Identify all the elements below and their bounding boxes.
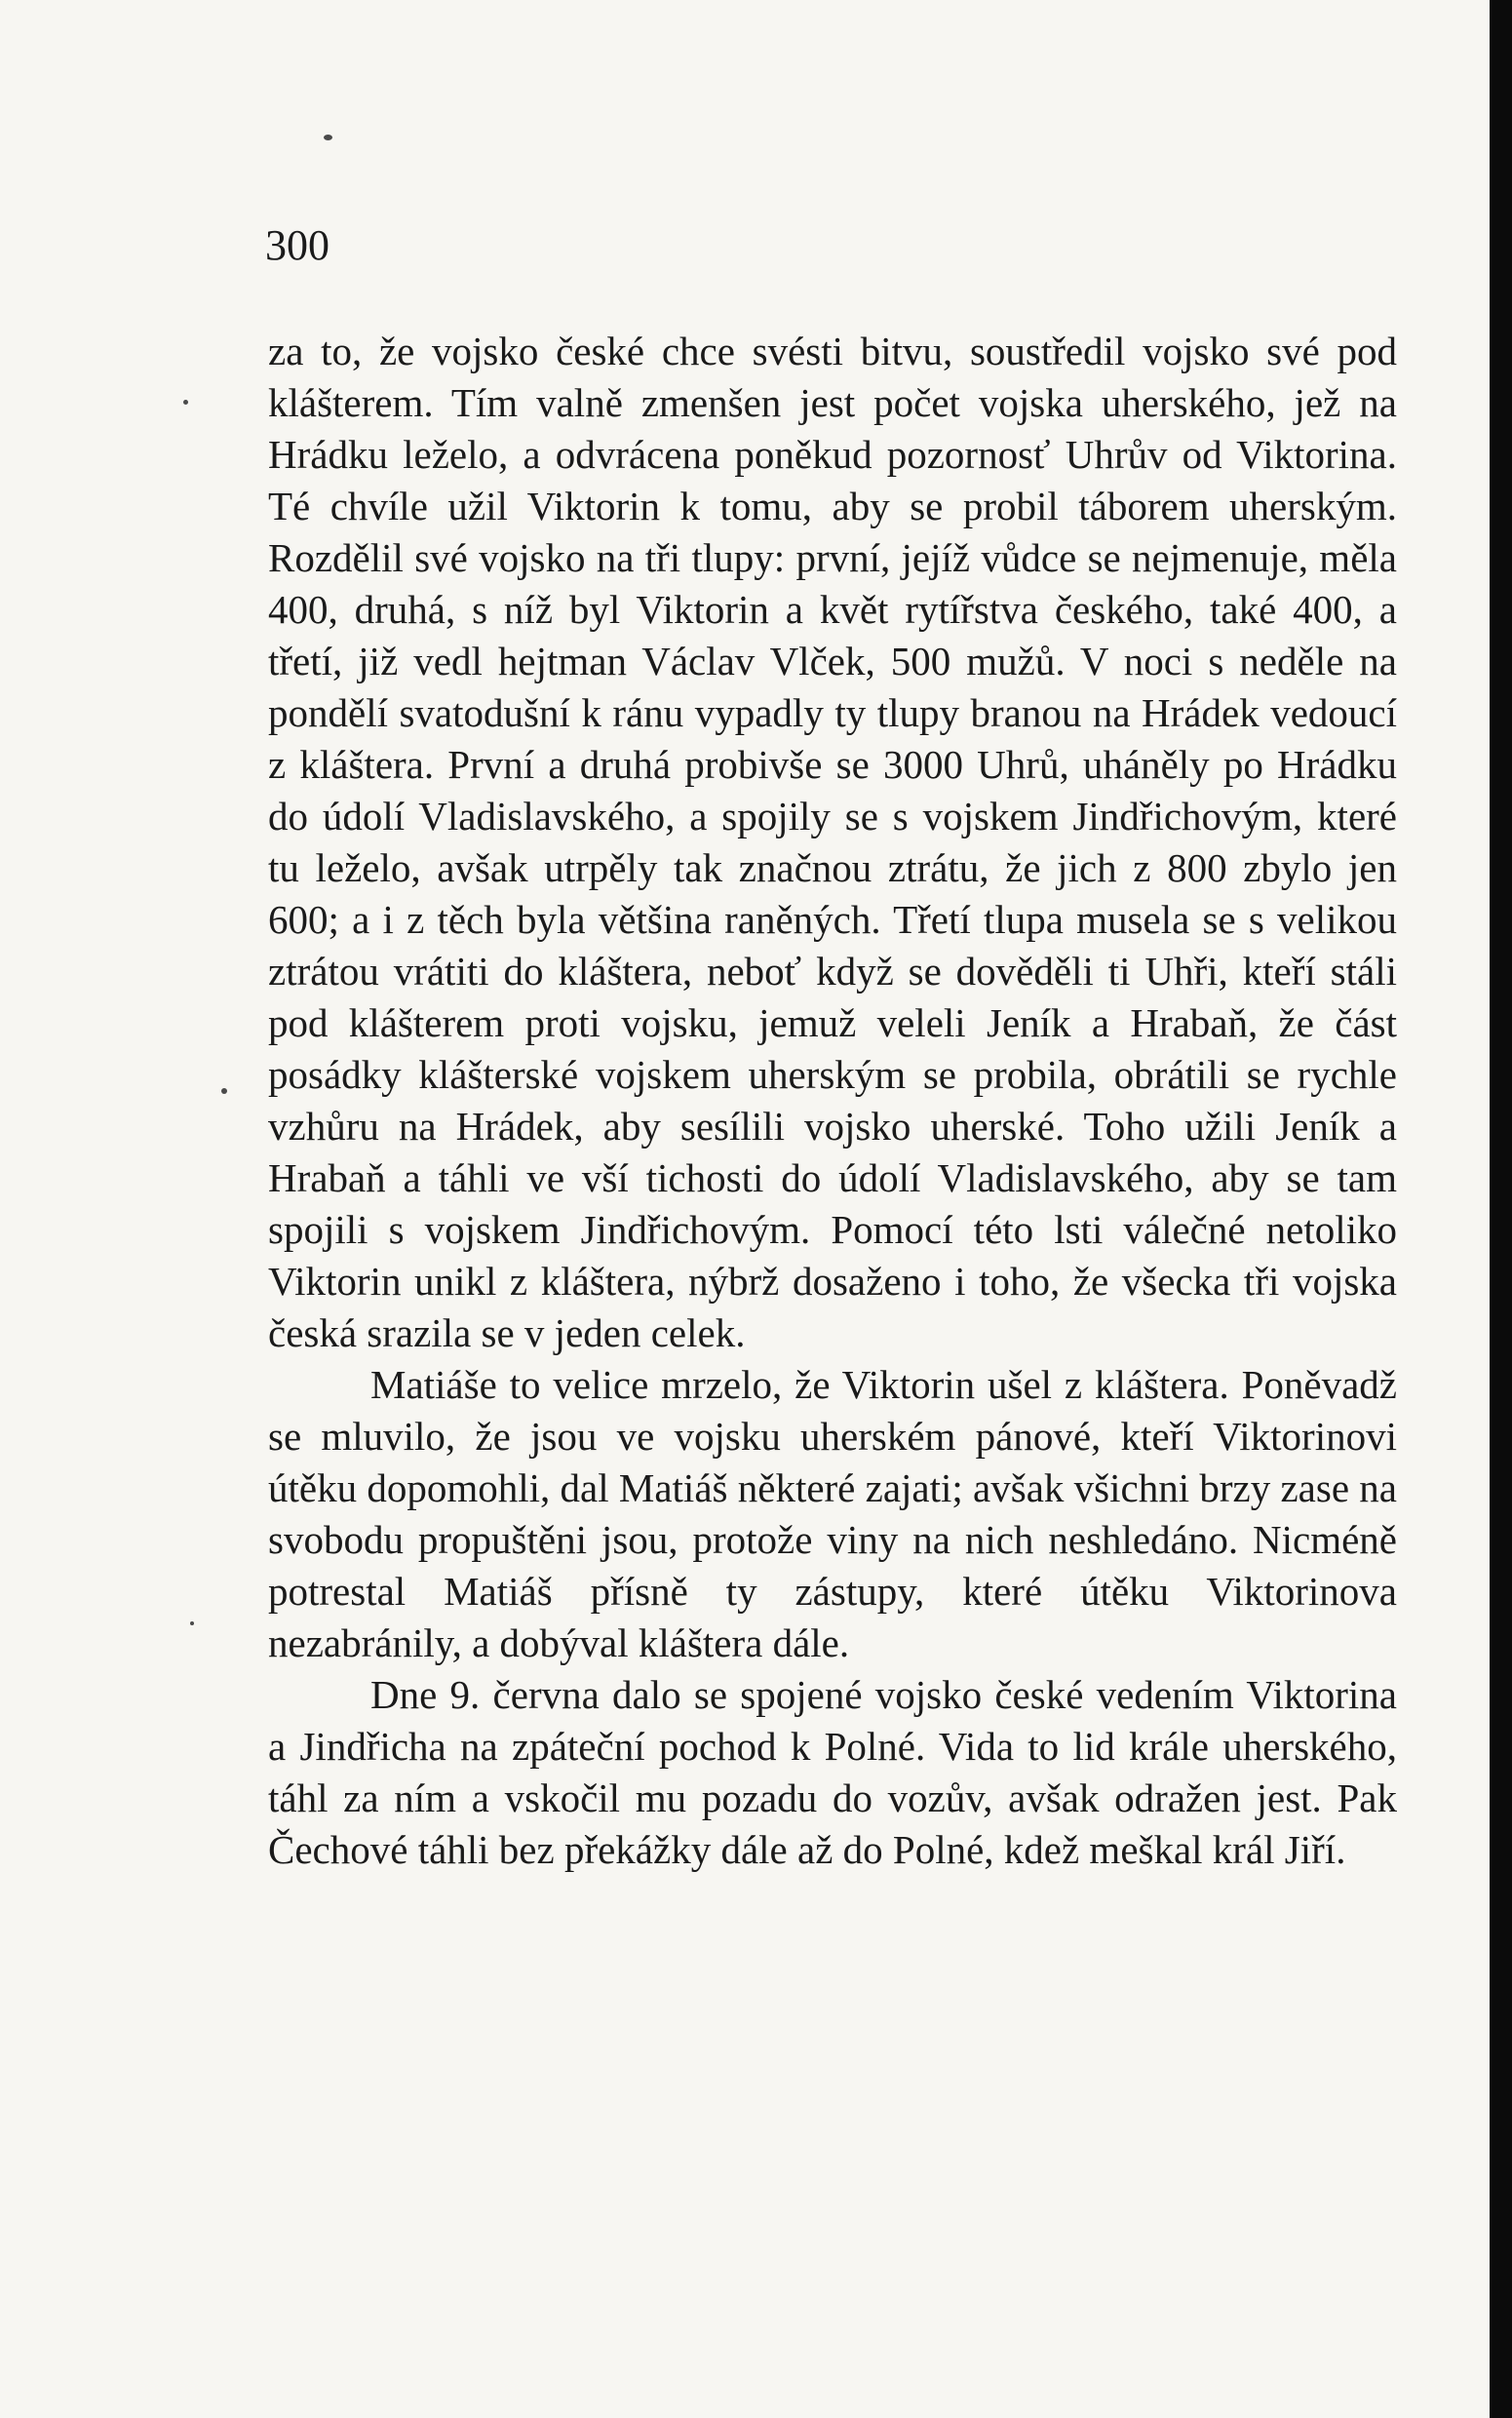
ink-speck [190, 1621, 194, 1625]
ink-speck [221, 1088, 227, 1094]
ink-speck [183, 400, 188, 405]
body-text [268, 326, 1397, 1876]
scan-edge [1490, 0, 1512, 2418]
paragraph: Matiáše to velice mrzelo, že Viktorin ušel z kláštera. Poněvadž se mluvilo, že jsou ve vojsku uherském pánové, kteří Viktorinovi útěku dopomohli, dal Matiáš některé zajati; avšak všichni brzy zase na svobodu propuštěni jsou, protože viny na nich neshledáno. Nicméně potrestal Matiáš přísně ty zástupy, které útěku Viktorinova nezabránily, a dobýval kláštera dále. [268, 1362, 1397, 1665]
ink-speck [324, 135, 332, 140]
page-number: 300 [265, 221, 330, 269]
paragraph: za to, že vojsko české chce svésti bitvu, soustředil vojsko své pod klášterem. Tím valně zmenšen jest počet vojska uherského, jež na Hrádku leželo, a odvrácena poněkud pozornosť Uhrův od Viktorina. Té chvíle užil Viktorin k tomu, aby se probil táborem uherským. Rozdělil své vojsko na tři tlupy: první, jejíž vůdce se nejmenuje, měla 400, druhá, s níž byl Viktorin a květ rytířstva českého, také 400, a třetí, již vedl hejtman Václav Vlček, 500 mužů. V noci s neděle na pondělí svatodušní k ránu vypadly ty tlupy branou na Hrádek vedoucí z kláštera. První a druhá probivše se 3000 Uhrů, uháněly po Hrádku do údolí Vladislavského, a spojily se s vojskem Jindřichovým, které tu leželo, avšak utrpěly tak značnou ztrátu, že jich z 800 zbylo jen 600; a i z těch byla většina raněných. Třetí tlupa musela se s velikou ztrátou vrátiti do kláštera, neboť když se dověděli ti Uhři, kteří stáli pod klášterem proti vojsku, jemuž veleli Jeník a Hrabaň, že část posádky klášterské vojskem uherským se probila, obrátili se rychle vzhůru na Hrádek, aby sesílili vojsko uherské. Toho užili Jeník a Hrabaň a táhli ve vší tichosti do údolí Vladislavského, aby se tam spojili s vojskem Jindřichovým. Pomocí této lsti válečné netoliko Viktorin unikl z kláštera, nýbrž dosaženo i toho, že všecka tři vojska česká srazila se v jeden celek. [268, 329, 1397, 1355]
paragraph: Dne 9. června dalo se spojené vojsko české vedením Viktorina a Jindřicha na zpáteční pochod k Polné. Vida to lid krále uherského, táhl za ním a vskočil mu pozadu do vozův, avšak odražen jest. Pak Čechové táhli bez překážky dále až do Polné, kdež meškal král Jiří. [268, 1672, 1397, 1872]
